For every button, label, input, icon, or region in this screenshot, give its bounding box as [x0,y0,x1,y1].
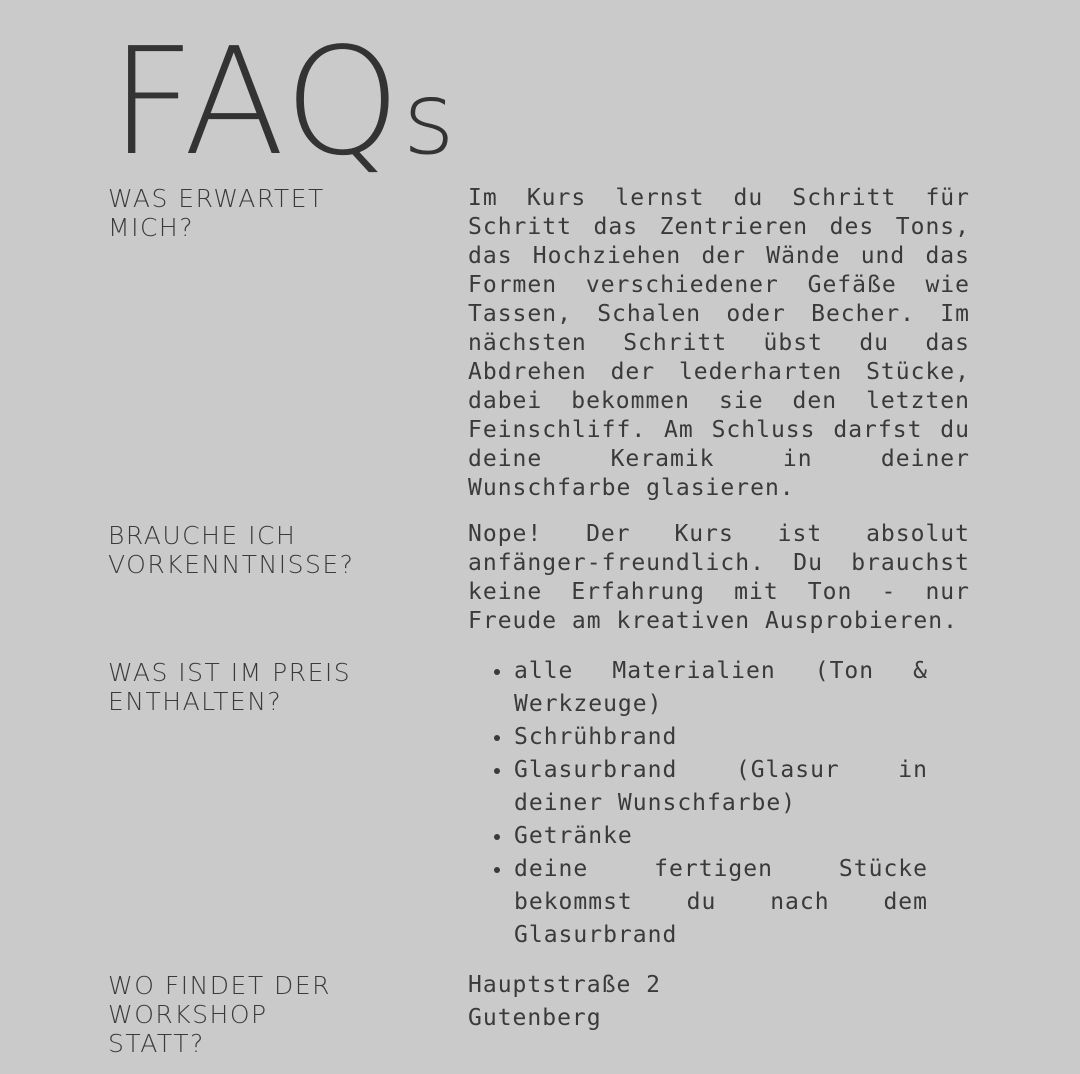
title-main: FAQ [110,16,403,188]
question-line: STATT? [108,1029,205,1058]
faq-question-location [108,971,428,1058]
question-line: MICH? [108,213,194,242]
address-city: Gutenberg [468,1005,602,1031]
question-line: VORKENNTNISSE? [108,550,355,579]
title-suffix: s [402,60,457,177]
faq-question-prior-knowledge [108,521,428,579]
faq-answer-included-list [490,655,928,952]
faq-answer-prior-knowledge: Nope! Der Kurs ist absolut anfänger-freundlich. Du brauchst keine Erfahrung mit Ton - nur Freude am kreativen Ausprobieren. [468,521,970,634]
question-line: BRAUCHE ICH [108,521,297,550]
faq-question-included [108,658,428,716]
question-line: WORKSHOP [108,1000,268,1029]
question-line: WAS IST IM PREIS [108,658,352,687]
faq-answer-address [468,969,661,1035]
page-title [110,16,457,193]
list-item: Glasurbrand (Glasur in deiner Wunschfarbe) [490,754,928,820]
list-item: Getränke [490,820,928,853]
question-line: ENTHALTEN? [108,687,283,716]
list-item: alle Materialien (Ton & Werkzeuge) [490,655,928,721]
address-street: Hauptstraße 2 [468,972,662,998]
faq-answer-expectations: Im Kurs lernst du Schritt für Schritt das Zentrieren des Tons, das Hochziehen der Wände und das Formen verschiedener Gefäße wie Tassen, Schalen oder Becher. Im nächsten Schritt übst du das Abdrehen der lederharten Stücke, dabei bekommen sie den letzten Feinschliff. Am Schluss darfst du deine Keramik in deiner Wunschfarbe glasieren. [468,185,970,501]
question-line: WO FINDET DER [108,971,331,1000]
list-item: deine fertigen Stücke bekommst du nach dem Glasurbrand [490,853,928,952]
faq-question-expectations [108,184,428,242]
question-line: WAS ERWARTET [108,184,325,213]
list-item: Schrühbrand [490,721,928,754]
